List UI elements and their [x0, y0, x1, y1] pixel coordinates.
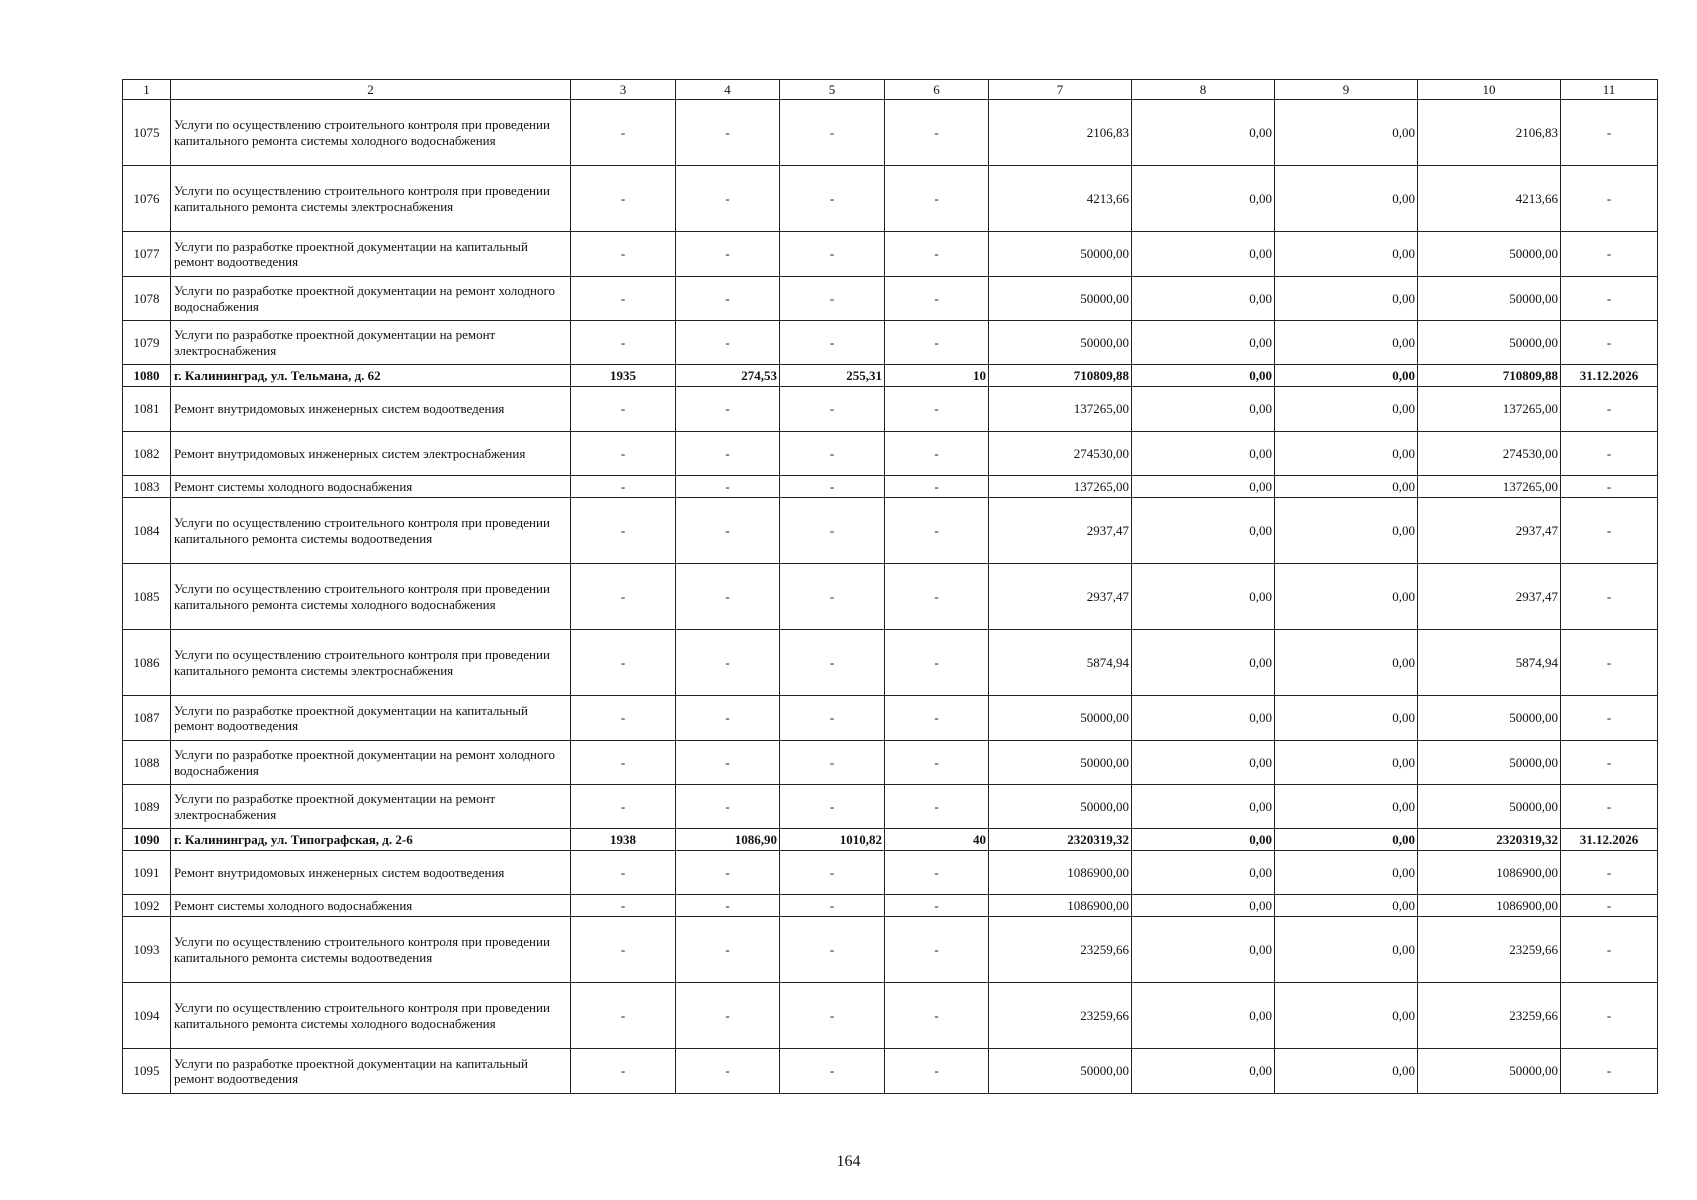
col3-cell: -: [571, 277, 676, 321]
table-row: [123, 232, 1658, 277]
col10-cell: 50000,00: [1418, 321, 1561, 365]
col5-cell: -: [780, 785, 885, 829]
table-row: [123, 983, 1658, 1049]
page-number: 164: [836, 1153, 861, 1170]
col3-cell: -: [571, 321, 676, 365]
col11-cell: -: [1561, 564, 1658, 630]
col5-cell: -: [780, 741, 885, 785]
description-cell: Услуги по разработке проектной документации на капитальный ремонт водоотведения: [171, 1049, 571, 1094]
col3-cell: -: [571, 895, 676, 917]
col6-cell: -: [885, 432, 989, 476]
col8-cell: 0,00: [1132, 166, 1275, 232]
col8-cell: 0,00: [1132, 476, 1275, 498]
col11-cell: -: [1561, 895, 1658, 917]
row-number-cell: 1092: [123, 895, 171, 917]
col4-cell: -: [676, 232, 780, 277]
row-number-cell: 1084: [123, 498, 171, 564]
table-row: [123, 277, 1658, 321]
col5-cell: -: [780, 277, 885, 321]
description-cell: Услуги по осуществлению строительного контроля при проведении капитального ремонта системы электроснабжения: [171, 166, 571, 232]
col4-cell: -: [676, 983, 780, 1049]
col9-cell: 0,00: [1275, 277, 1418, 321]
col5-cell: -: [780, 432, 885, 476]
col5-cell: 255,31: [780, 365, 885, 387]
column-header: 10: [1418, 80, 1561, 100]
col4-cell: -: [676, 895, 780, 917]
table-row: [123, 895, 1658, 917]
col8-cell: 0,00: [1132, 387, 1275, 432]
col9-cell: 0,00: [1275, 829, 1418, 851]
col8-cell: 0,00: [1132, 321, 1275, 365]
col10-cell: 23259,66: [1418, 983, 1561, 1049]
col9-cell: 0,00: [1275, 100, 1418, 166]
col9-cell: 0,00: [1275, 1049, 1418, 1094]
description-cell: Услуги по разработке проектной документации на ремонт холодного водоснабжения: [171, 277, 571, 321]
col10-cell: 50000,00: [1418, 232, 1561, 277]
col3-cell: -: [571, 432, 676, 476]
description-cell: Ремонт системы холодного водоснабжения: [171, 895, 571, 917]
col10-cell: 2106,83: [1418, 100, 1561, 166]
col9-cell: 0,00: [1275, 387, 1418, 432]
address-row: [123, 829, 1658, 851]
description-cell: Услуги по осуществлению строительного контроля при проведении капитального ремонта системы водоотведения: [171, 917, 571, 983]
col7-cell: 50000,00: [989, 232, 1132, 277]
col5-cell: 1010,82: [780, 829, 885, 851]
row-number-cell: 1091: [123, 851, 171, 895]
col3-cell: -: [571, 785, 676, 829]
col10-cell: 1086900,00: [1418, 851, 1561, 895]
col9-cell: 0,00: [1275, 895, 1418, 917]
row-number-cell: 1088: [123, 741, 171, 785]
col11-cell: -: [1561, 476, 1658, 498]
document-sheet: [122, 79, 1657, 1094]
col5-cell: -: [780, 321, 885, 365]
col11-cell: -: [1561, 851, 1658, 895]
col11-cell: 31.12.2026: [1561, 365, 1658, 387]
col6-cell: -: [885, 232, 989, 277]
col5-cell: -: [780, 232, 885, 277]
col6-cell: -: [885, 321, 989, 365]
col8-cell: 0,00: [1132, 564, 1275, 630]
col8-cell: 0,00: [1132, 983, 1275, 1049]
row-number-cell: 1081: [123, 387, 171, 432]
col7-cell: 23259,66: [989, 917, 1132, 983]
column-header: 3: [571, 80, 676, 100]
col9-cell: 0,00: [1275, 166, 1418, 232]
col8-cell: 0,00: [1132, 895, 1275, 917]
row-number-cell: 1083: [123, 476, 171, 498]
col9-cell: 0,00: [1275, 983, 1418, 1049]
description-cell: г. Калининград, ул. Тельмана, д. 62: [171, 365, 571, 387]
col7-cell: 137265,00: [989, 476, 1132, 498]
col11-cell: -: [1561, 321, 1658, 365]
col11-cell: -: [1561, 498, 1658, 564]
table-row: [123, 321, 1658, 365]
col3-cell: -: [571, 387, 676, 432]
col8-cell: 0,00: [1132, 232, 1275, 277]
col7-cell: 1086900,00: [989, 895, 1132, 917]
col11-cell: -: [1561, 277, 1658, 321]
col7-cell: 710809,88: [989, 365, 1132, 387]
description-cell: Услуги по осуществлению строительного контроля при проведении капитального ремонта системы холодного водоснабжения: [171, 983, 571, 1049]
col4-cell: -: [676, 277, 780, 321]
header-row: [123, 80, 1658, 100]
col6-cell: -: [885, 630, 989, 696]
col4-cell: -: [676, 1049, 780, 1094]
col4-cell: 274,53: [676, 365, 780, 387]
col9-cell: 0,00: [1275, 321, 1418, 365]
col4-cell: -: [676, 741, 780, 785]
col10-cell: 23259,66: [1418, 917, 1561, 983]
col9-cell: 0,00: [1275, 851, 1418, 895]
column-header: 6: [885, 80, 989, 100]
row-number-cell: 1076: [123, 166, 171, 232]
col3-cell: -: [571, 166, 676, 232]
col5-cell: -: [780, 564, 885, 630]
col10-cell: 4213,66: [1418, 166, 1561, 232]
col10-cell: 50000,00: [1418, 696, 1561, 741]
col3-cell: -: [571, 741, 676, 785]
column-header: 5: [780, 80, 885, 100]
col4-cell: -: [676, 498, 780, 564]
col11-cell: -: [1561, 387, 1658, 432]
col5-cell: -: [780, 917, 885, 983]
col9-cell: 0,00: [1275, 432, 1418, 476]
col11-cell: 31.12.2026: [1561, 829, 1658, 851]
col7-cell: 50000,00: [989, 1049, 1132, 1094]
col10-cell: 137265,00: [1418, 387, 1561, 432]
col7-cell: 2106,83: [989, 100, 1132, 166]
row-number-cell: 1078: [123, 277, 171, 321]
col5-cell: -: [780, 1049, 885, 1094]
col11-cell: -: [1561, 917, 1658, 983]
col5-cell: -: [780, 851, 885, 895]
row-number-cell: 1079: [123, 321, 171, 365]
col4-cell: 1086,90: [676, 829, 780, 851]
col6-cell: -: [885, 564, 989, 630]
row-number-cell: 1093: [123, 917, 171, 983]
col8-cell: 0,00: [1132, 432, 1275, 476]
column-header: 9: [1275, 80, 1418, 100]
col5-cell: -: [780, 476, 885, 498]
row-number-cell: 1085: [123, 564, 171, 630]
col3-cell: -: [571, 498, 676, 564]
col3-cell: 1938: [571, 829, 676, 851]
col11-cell: -: [1561, 696, 1658, 741]
col3-cell: -: [571, 851, 676, 895]
column-header: 2: [171, 80, 571, 100]
col8-cell: 0,00: [1132, 1049, 1275, 1094]
description-cell: Услуги по разработке проектной документации на ремонт электроснабжения: [171, 321, 571, 365]
row-number-cell: 1095: [123, 1049, 171, 1094]
description-cell: Услуги по осуществлению строительного контроля при проведении капитального ремонта системы водоотведения: [171, 498, 571, 564]
row-number-cell: 1075: [123, 100, 171, 166]
col7-cell: 274530,00: [989, 432, 1132, 476]
col7-cell: 50000,00: [989, 696, 1132, 741]
col6-cell: -: [885, 166, 989, 232]
row-number-cell: 1094: [123, 983, 171, 1049]
col4-cell: -: [676, 564, 780, 630]
col10-cell: 50000,00: [1418, 1049, 1561, 1094]
col6-cell: -: [885, 917, 989, 983]
col8-cell: 0,00: [1132, 498, 1275, 564]
col11-cell: -: [1561, 1049, 1658, 1094]
table-row: [123, 917, 1658, 983]
col11-cell: -: [1561, 983, 1658, 1049]
col9-cell: 0,00: [1275, 564, 1418, 630]
table-row: [123, 851, 1658, 895]
col4-cell: -: [676, 785, 780, 829]
col7-cell: 23259,66: [989, 983, 1132, 1049]
table-row: [123, 1049, 1658, 1094]
col6-cell: -: [885, 785, 989, 829]
col7-cell: 50000,00: [989, 321, 1132, 365]
table-row: [123, 387, 1658, 432]
col6-cell: -: [885, 476, 989, 498]
col8-cell: 0,00: [1132, 917, 1275, 983]
col7-cell: 1086900,00: [989, 851, 1132, 895]
table-body: [123, 100, 1658, 1094]
col9-cell: 0,00: [1275, 741, 1418, 785]
col7-cell: 4213,66: [989, 166, 1132, 232]
col3-cell: -: [571, 232, 676, 277]
col9-cell: 0,00: [1275, 917, 1418, 983]
table-row: [123, 785, 1658, 829]
col4-cell: -: [676, 166, 780, 232]
col4-cell: -: [676, 696, 780, 741]
col5-cell: -: [780, 630, 885, 696]
col3-cell: -: [571, 917, 676, 983]
col4-cell: -: [676, 851, 780, 895]
col5-cell: -: [780, 696, 885, 741]
description-cell: Услуги по разработке проектной документации на ремонт холодного водоснабжения: [171, 741, 571, 785]
col7-cell: 50000,00: [989, 785, 1132, 829]
table-row: [123, 630, 1658, 696]
table-row: [123, 741, 1658, 785]
col10-cell: 50000,00: [1418, 785, 1561, 829]
row-number-cell: 1080: [123, 365, 171, 387]
col7-cell: 50000,00: [989, 277, 1132, 321]
description-cell: Услуги по разработке проектной документации на капитальный ремонт водоотведения: [171, 696, 571, 741]
col11-cell: -: [1561, 232, 1658, 277]
col4-cell: -: [676, 387, 780, 432]
col10-cell: 1086900,00: [1418, 895, 1561, 917]
table-row: [123, 166, 1658, 232]
col6-cell: -: [885, 696, 989, 741]
col3-cell: 1935: [571, 365, 676, 387]
row-number-cell: 1087: [123, 696, 171, 741]
col3-cell: -: [571, 100, 676, 166]
col5-cell: -: [780, 498, 885, 564]
col5-cell: -: [780, 895, 885, 917]
table-row: [123, 100, 1658, 166]
col8-cell: 0,00: [1132, 696, 1275, 741]
column-header: 7: [989, 80, 1132, 100]
col6-cell: 40: [885, 829, 989, 851]
col9-cell: 0,00: [1275, 785, 1418, 829]
col4-cell: -: [676, 917, 780, 983]
col8-cell: 0,00: [1132, 851, 1275, 895]
col8-cell: 0,00: [1132, 100, 1275, 166]
col8-cell: 0,00: [1132, 277, 1275, 321]
data-table: [122, 79, 1658, 1094]
description-cell: Услуги по разработке проектной документации на капитальный ремонт водоотведения: [171, 232, 571, 277]
col6-cell: 10: [885, 365, 989, 387]
row-number-cell: 1082: [123, 432, 171, 476]
description-cell: Ремонт внутридомовых инженерных систем электроснабжения: [171, 432, 571, 476]
col10-cell: 710809,88: [1418, 365, 1561, 387]
col5-cell: -: [780, 387, 885, 432]
col11-cell: -: [1561, 166, 1658, 232]
col10-cell: 137265,00: [1418, 476, 1561, 498]
col8-cell: 0,00: [1132, 365, 1275, 387]
col10-cell: 5874,94: [1418, 630, 1561, 696]
table-row: [123, 476, 1658, 498]
col9-cell: 0,00: [1275, 696, 1418, 741]
col3-cell: -: [571, 564, 676, 630]
row-number-cell: 1090: [123, 829, 171, 851]
col6-cell: -: [885, 741, 989, 785]
col11-cell: -: [1561, 432, 1658, 476]
column-header: 11: [1561, 80, 1658, 100]
col4-cell: -: [676, 321, 780, 365]
col9-cell: 0,00: [1275, 630, 1418, 696]
table-row: [123, 696, 1658, 741]
col6-cell: -: [885, 100, 989, 166]
col11-cell: -: [1561, 630, 1658, 696]
column-header: 4: [676, 80, 780, 100]
description-cell: Услуги по осуществлению строительного контроля при проведении капитального ремонта системы электроснабжения: [171, 630, 571, 696]
description-cell: Услуги по осуществлению строительного контроля при проведении капитального ремонта системы холодного водоснабжения: [171, 564, 571, 630]
col5-cell: -: [780, 983, 885, 1049]
col5-cell: -: [780, 166, 885, 232]
col11-cell: -: [1561, 785, 1658, 829]
description-cell: Ремонт внутридомовых инженерных систем водоотведения: [171, 851, 571, 895]
col10-cell: 50000,00: [1418, 741, 1561, 785]
col9-cell: 0,00: [1275, 232, 1418, 277]
column-header: 8: [1132, 80, 1275, 100]
col7-cell: 2320319,32: [989, 829, 1132, 851]
col8-cell: 0,00: [1132, 829, 1275, 851]
description-cell: Услуги по осуществлению строительного контроля при проведении капитального ремонта системы холодного водоснабжения: [171, 100, 571, 166]
col6-cell: -: [885, 387, 989, 432]
col8-cell: 0,00: [1132, 630, 1275, 696]
col7-cell: 5874,94: [989, 630, 1132, 696]
col9-cell: 0,00: [1275, 498, 1418, 564]
col5-cell: -: [780, 100, 885, 166]
col9-cell: 0,00: [1275, 476, 1418, 498]
col6-cell: -: [885, 1049, 989, 1094]
col10-cell: 2320319,32: [1418, 829, 1561, 851]
col9-cell: 0,00: [1275, 365, 1418, 387]
col10-cell: 50000,00: [1418, 277, 1561, 321]
col4-cell: -: [676, 476, 780, 498]
table-row: [123, 432, 1658, 476]
col3-cell: -: [571, 983, 676, 1049]
col4-cell: -: [676, 100, 780, 166]
col7-cell: 2937,47: [989, 498, 1132, 564]
col3-cell: -: [571, 1049, 676, 1094]
description-cell: г. Калининград, ул. Типографская, д. 2-6: [171, 829, 571, 851]
col6-cell: -: [885, 983, 989, 1049]
address-row: [123, 365, 1658, 387]
row-number-cell: 1077: [123, 232, 171, 277]
col10-cell: 2937,47: [1418, 498, 1561, 564]
table-row: [123, 498, 1658, 564]
column-header: 1: [123, 80, 171, 100]
description-cell: Ремонт системы холодного водоснабжения: [171, 476, 571, 498]
col3-cell: -: [571, 630, 676, 696]
row-number-cell: 1089: [123, 785, 171, 829]
col6-cell: -: [885, 895, 989, 917]
col8-cell: 0,00: [1132, 785, 1275, 829]
col7-cell: 137265,00: [989, 387, 1132, 432]
col4-cell: -: [676, 630, 780, 696]
col3-cell: -: [571, 696, 676, 741]
col11-cell: -: [1561, 100, 1658, 166]
description-cell: Ремонт внутридомовых инженерных систем водоотведения: [171, 387, 571, 432]
col7-cell: 2937,47: [989, 564, 1132, 630]
col4-cell: -: [676, 432, 780, 476]
col10-cell: 274530,00: [1418, 432, 1561, 476]
col7-cell: 50000,00: [989, 741, 1132, 785]
description-cell: Услуги по разработке проектной документации на ремонт электроснабжения: [171, 785, 571, 829]
col3-cell: -: [571, 476, 676, 498]
row-number-cell: 1086: [123, 630, 171, 696]
col6-cell: -: [885, 498, 989, 564]
table-row: [123, 564, 1658, 630]
col8-cell: 0,00: [1132, 741, 1275, 785]
col6-cell: -: [885, 851, 989, 895]
col6-cell: -: [885, 277, 989, 321]
col11-cell: -: [1561, 741, 1658, 785]
col10-cell: 2937,47: [1418, 564, 1561, 630]
